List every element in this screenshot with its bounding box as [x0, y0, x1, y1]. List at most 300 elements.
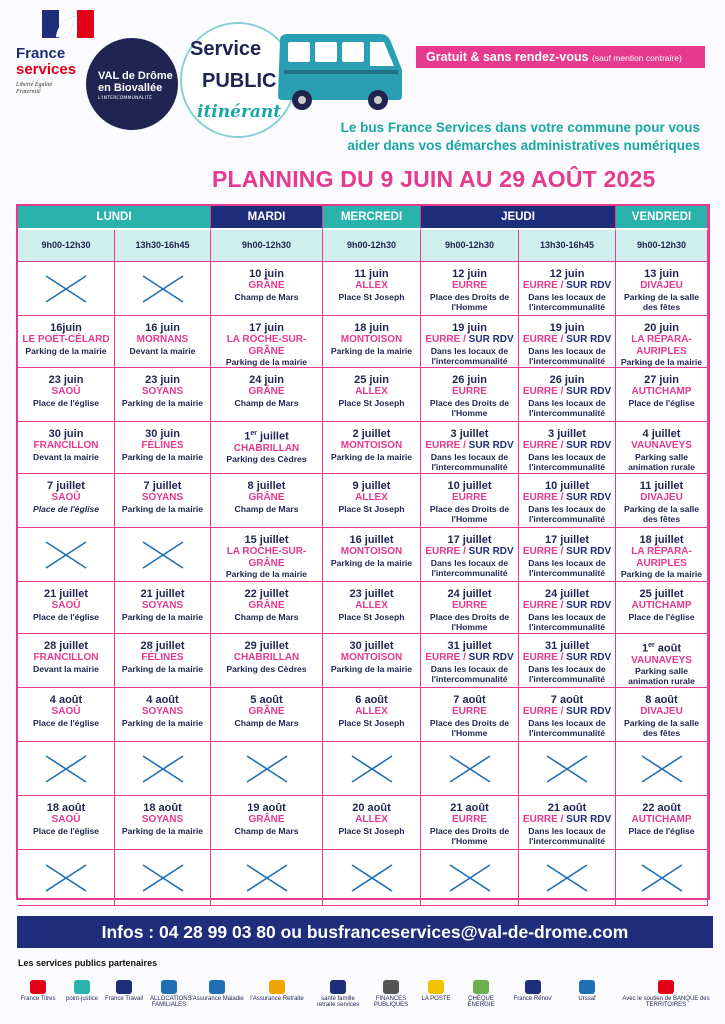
schedule-cell: [519, 528, 616, 582]
logo-line-2: services: [16, 61, 77, 78]
cell-date: 4 juillet: [642, 428, 681, 440]
cell-place: Devant la mairie: [33, 451, 99, 462]
cell-town: FRANCILLON: [33, 440, 99, 451]
appointment-note: SUR RDV: [566, 440, 612, 451]
cell-place: Parking salle animation rurale: [628, 666, 695, 687]
cell-date: 20 juin: [644, 322, 679, 334]
cell-date: 30 juin: [145, 428, 180, 440]
no-service-cell: [421, 742, 519, 796]
cell-place: Parking de la mairie: [121, 611, 204, 622]
cell-place: Parking de la mairie: [620, 569, 703, 579]
service-title-3: itinérant: [197, 102, 282, 122]
cross-icon: [640, 754, 684, 784]
cross-icon: [141, 863, 185, 893]
appointment-note: SUR RDV: [566, 600, 612, 611]
val-line-1: VAL de Drôme: [98, 70, 173, 82]
schedule-cell: [115, 474, 211, 528]
schedule-cell: [519, 582, 616, 634]
cell-town: EURRE / SUR RDV: [522, 334, 612, 345]
cell-date: 2 juillet: [352, 428, 391, 440]
schedule-cell: [115, 582, 211, 634]
cell-date: 17 juillet: [447, 534, 492, 546]
schedule-cell: [115, 368, 211, 422]
cell-date: 10 juillet: [544, 480, 590, 492]
partner-name: Avec le soutien de BANQUE des TERRITOIRES: [622, 996, 710, 1008]
cell-town: EURRE / SUR RDV: [522, 546, 612, 557]
no-service-cell: [421, 850, 519, 906]
cross-icon: [545, 863, 589, 893]
schedule-cell: [421, 422, 519, 474]
date-suffix: er: [648, 642, 655, 649]
schedule-cell: [616, 316, 708, 368]
schedule-cell: [616, 422, 708, 474]
cell-town: GRÂNE: [248, 706, 285, 717]
day-header-mardi: MARDI: [211, 206, 323, 230]
cell-date: 21 août: [450, 802, 489, 814]
cell-date: 1er août: [641, 642, 682, 655]
marianne-flag-icon: [42, 10, 94, 38]
cell-place: Dans les locaux de l'intercommunalité: [528, 291, 606, 312]
cell-date: 8 août: [645, 694, 678, 706]
partner-logo: [456, 980, 506, 1014]
cross-icon: [448, 863, 492, 893]
partner-logo-icon: [473, 980, 489, 994]
time-slot: 9h00-12h30: [616, 230, 708, 262]
planning-table: [16, 204, 710, 900]
no-service-cell: [211, 850, 323, 906]
partner-name: LA POSTE: [421, 996, 451, 1002]
schedule-cell: [519, 368, 616, 422]
cell-town: LA ROCHE-SUR-GRÂNE: [226, 334, 307, 357]
partner-logo: [366, 980, 416, 1014]
schedule-cell: [323, 796, 421, 850]
partner-logo: [246, 980, 308, 1014]
cell-place: Place St Joseph: [338, 397, 405, 408]
schedule-cell: [519, 262, 616, 316]
time-slot: 9h00-12h30: [323, 230, 421, 262]
cell-place: Parking salle animation rurale: [628, 451, 695, 472]
time-slot: 13h30-16h45: [519, 230, 616, 262]
partner-logo: [12, 980, 64, 1014]
no-service-cell: [115, 742, 211, 796]
cell-date: 6 août: [355, 694, 388, 706]
no-service-cell: [211, 742, 323, 796]
cell-date: 26 juin: [549, 374, 585, 386]
cell-place: Dans les locaux de l'intercommunalité: [430, 345, 509, 366]
schedule-cell: [519, 316, 616, 368]
cell-date: 21 juillet: [140, 588, 185, 600]
cell-place: Champ de Mars: [234, 611, 299, 622]
logo-motto: Liberté Égalité Fraternité: [16, 82, 53, 95]
cell-town: EURRE / SUR RDV: [522, 600, 612, 611]
schedule-cell: [18, 688, 115, 742]
cell-town: EURRE: [451, 280, 487, 291]
cell-place: Devant la mairie: [129, 345, 196, 356]
cell-place: Place de l'église: [32, 611, 100, 622]
cell-town: EURRE: [451, 706, 487, 717]
cross-icon: [141, 274, 185, 304]
cross-icon: [245, 863, 289, 893]
cell-town: SOYANS: [141, 814, 184, 825]
cross-icon: [545, 754, 589, 784]
partner-logo: [150, 980, 192, 1014]
cell-place: Place St Joseph: [338, 611, 405, 622]
cell-date: 31 juillet: [447, 640, 492, 652]
cell-place: Dans les locaux de l'intercommunalité: [528, 557, 606, 578]
cell-town: EURRE / SUR RDV: [425, 546, 514, 557]
day-header-vendredi: VENDREDI: [616, 206, 708, 230]
no-service-cell: [18, 850, 115, 906]
cell-date: 28 juillet: [140, 640, 185, 652]
no-service-cell: [18, 528, 115, 582]
cell-town: MONTOISON: [340, 334, 403, 345]
time-slot: 9h00-12h30: [18, 230, 115, 262]
page-title: PLANNING DU 9 JUIN AU 29 AOÛT 2025: [212, 166, 656, 192]
cell-town: SAOÛ: [51, 492, 81, 503]
cell-place: Parking de la mairie: [330, 345, 413, 356]
schedule-cell: [323, 582, 421, 634]
subtitle-line-2: aider dans vos démarches administratives numériques: [347, 138, 700, 153]
cell-town: GRÂNE: [248, 386, 285, 397]
schedule-cell: [211, 262, 323, 316]
schedule-cell: [211, 688, 323, 742]
schedule-cell: [519, 688, 616, 742]
cell-town: EURRE / SUR RDV: [425, 652, 514, 663]
cell-date: 17 juin: [249, 322, 284, 334]
cell-date: 19 août: [247, 802, 286, 814]
subtitle: [290, 119, 700, 155]
cell-town: ALLEX: [355, 492, 388, 503]
cross-icon: [44, 754, 88, 784]
cell-town: EURRE / SUR RDV: [522, 440, 612, 451]
cell-place: Parking de la mairie: [121, 825, 204, 836]
cell-place: Place St Joseph: [338, 825, 405, 836]
appointment-note: SUR RDV: [566, 280, 612, 291]
cell-date: 24 juillet: [544, 588, 590, 600]
cell-date: 3 juillet: [450, 428, 489, 440]
cell-date: 30 juin: [48, 428, 84, 440]
partner-logo-icon: [161, 980, 177, 994]
cell-town: SOYANS: [141, 600, 184, 611]
cell-place: Devant la mairie: [33, 663, 99, 674]
cell-place: Place des Droits de l'Homme: [429, 291, 510, 312]
partner-name: santé famille retraite services: [316, 996, 360, 1008]
appointment-note: SUR RDV: [566, 546, 612, 557]
cell-town: EURRE / SUR RDV: [522, 386, 612, 397]
partner-name: CHÈQUE ÉNERGIE: [467, 996, 495, 1008]
cell-place: Champ de Mars: [234, 825, 299, 836]
schedule-cell: [323, 368, 421, 422]
cell-date: 8 juillet: [247, 480, 286, 492]
cell-date: 18 juin: [354, 322, 389, 334]
cell-date: 24 juin: [249, 374, 284, 386]
cell-place: Place des Droits de l'Homme: [429, 717, 510, 738]
service-title-1: Service: [190, 38, 262, 60]
cell-place: Place de l'église: [32, 825, 100, 836]
schedule-cell: [211, 422, 323, 474]
partner-logo-icon: [658, 980, 674, 994]
cell-town: SAOÛ: [51, 706, 81, 717]
schedule-cell: [18, 474, 115, 528]
cell-date: 19 juin: [549, 322, 585, 334]
appointment-note: SUR RDV: [566, 386, 612, 397]
schedule-cell: [115, 316, 211, 368]
cell-town: EURRE / SUR RDV: [522, 280, 612, 291]
subtitle-line-1: Le bus France Services dans votre commune pour vous: [340, 120, 700, 135]
appointment-note: SUR RDV: [566, 492, 612, 503]
partner-name: FINANCES PUBLIQUES: [373, 996, 409, 1008]
cell-place: Place St Joseph: [338, 291, 405, 302]
no-service-cell: [616, 742, 708, 796]
schedule-cell: [421, 528, 519, 582]
partner-logo: [100, 980, 148, 1014]
cell-place: Parking des Cèdres: [226, 454, 307, 465]
cell-town: GRÂNE: [248, 280, 285, 291]
cell-town: LA ROCHE-SUR-GRÂNE: [226, 546, 307, 569]
schedule-cell: [323, 422, 421, 474]
partner-name: France Rénov': [513, 996, 553, 1002]
cell-place: Dans les locaux de l'intercommunalité: [528, 345, 606, 366]
cell-place: Place St Joseph: [338, 717, 405, 728]
day-header-lundi: LUNDI: [18, 206, 211, 230]
cell-date: 26 juin: [452, 374, 487, 386]
no-service-cell: [323, 850, 421, 906]
partner-logo: [312, 980, 364, 1014]
cell-place: Parking de la mairie: [121, 503, 204, 514]
schedule-cell: [421, 634, 519, 688]
cell-place: Parking de la mairie: [225, 569, 308, 579]
cell-town: DIVAJEU: [640, 706, 683, 717]
schedule-cell: [616, 368, 708, 422]
appointment-note: SUR RDV: [566, 652, 612, 663]
cell-town: EURRE: [451, 492, 487, 503]
partner-name: France Titres: [20, 996, 56, 1002]
schedule-cell: [211, 316, 323, 368]
no-service-cell: [323, 742, 421, 796]
appointment-note: SUR RDV: [566, 814, 612, 825]
time-slot: 13h30-16h45: [115, 230, 211, 262]
appointment-note: SUR RDV: [468, 652, 514, 663]
schedule-cell: [323, 474, 421, 528]
partner-name: l'Assurance Retraite: [250, 996, 304, 1002]
cell-place: Place de l'église: [32, 717, 100, 728]
cell-date: 23 juin: [48, 374, 84, 386]
cell-town: ALLEX: [355, 280, 388, 291]
cross-icon: [640, 863, 684, 893]
cell-town: SOYANS: [141, 386, 184, 397]
cell-town: ALLEX: [355, 814, 388, 825]
cell-town: EURRE: [451, 600, 487, 611]
cell-place: Place de l'église: [628, 611, 695, 622]
partner-logo: [508, 980, 558, 1014]
france-services-logo: [12, 10, 90, 95]
no-service-cell: [115, 850, 211, 906]
cell-town: GRÂNE: [248, 600, 285, 611]
cell-date: 13 juin: [644, 268, 679, 280]
cell-place: Place de l'église: [628, 397, 695, 408]
schedule-cell: [616, 634, 708, 688]
partner-name: l'Assurance Maladie: [190, 996, 244, 1002]
partner-logo: [66, 980, 98, 1014]
badge-main: Gratuit & sans rendez-vous: [426, 50, 589, 64]
cell-place: Dans les locaux de l'intercommunalité: [528, 451, 606, 472]
schedule-cell: [421, 796, 519, 850]
cell-date: 20 août: [352, 802, 391, 814]
cell-town: EURRE: [451, 814, 487, 825]
cell-date: 30 juillet: [349, 640, 394, 652]
schedule-cell: [421, 316, 519, 368]
partner-logo-icon: [116, 980, 132, 994]
schedule-cell: [616, 474, 708, 528]
schedule-cell: [421, 688, 519, 742]
cross-icon: [350, 754, 394, 784]
cell-date: 1er juillet: [244, 430, 289, 443]
cell-town: CHABRILLAN: [233, 652, 300, 663]
cell-date: 4 août: [49, 694, 83, 706]
cell-date: 23 juin: [145, 374, 180, 386]
cell-place: Parking des Cèdres: [226, 663, 307, 674]
day-header-mercredi: MERCREDI: [323, 206, 421, 230]
schedule-cell: [616, 528, 708, 582]
cell-place: Dans les locaux de l'intercommunalité: [528, 717, 606, 738]
cell-date: 31 juillet: [544, 640, 590, 652]
cross-icon: [350, 863, 394, 893]
cell-town: EURRE / SUR RDV: [425, 334, 514, 345]
schedule-cell: [18, 634, 115, 688]
schedule-cell: [115, 634, 211, 688]
cell-place: Place des Droits de l'Homme: [429, 397, 510, 418]
cell-town: FÉLINES: [141, 440, 184, 451]
cell-town: EURRE / SUR RDV: [522, 652, 612, 663]
partners-title: Les services publics partenaires: [18, 958, 158, 968]
cell-place: Place de l'église: [32, 397, 100, 408]
partner-logo: [560, 980, 614, 1014]
cell-town: MONTOISON: [340, 652, 403, 663]
cell-date: 19 juin: [452, 322, 487, 334]
schedule-cell: [616, 688, 708, 742]
schedule-cell: [211, 796, 323, 850]
schedule-cell: [211, 528, 323, 582]
cell-place: Champ de Mars: [234, 503, 299, 514]
cell-date: 15 juillet: [244, 534, 289, 546]
cell-town: LA RÉPARA-AURIPLES: [631, 546, 692, 569]
cell-town: ALLEX: [355, 386, 388, 397]
cell-place: Parking de la mairie: [121, 397, 204, 408]
appointment-note: SUR RDV: [566, 334, 612, 345]
cell-place: Place des Droits de l'Homme: [429, 611, 510, 632]
cell-place: Dans les locaux de l'intercommunalité: [528, 611, 606, 632]
cell-date: 17 juillet: [544, 534, 590, 546]
partner-logo-icon: [330, 980, 346, 994]
cell-place: Parking de la mairie: [121, 451, 204, 462]
free-badge: [416, 46, 705, 68]
cell-town: SAOÛ: [51, 600, 81, 611]
logo-line-1: France: [16, 45, 66, 62]
partner-logo-icon: [209, 980, 225, 994]
cell-town: FÉLINES: [141, 652, 184, 663]
cell-place: Parking de la salle des fêtes: [624, 503, 699, 524]
time-slot: 9h00-12h30: [421, 230, 519, 262]
partner-logo-icon: [383, 980, 399, 994]
schedule-cell: [421, 368, 519, 422]
partner-logo: [418, 980, 454, 1014]
partner-logo-icon: [74, 980, 90, 994]
schedule-cell: [18, 582, 115, 634]
cell-place: Parking de la mairie: [620, 357, 703, 367]
schedule-cell: [421, 474, 519, 528]
cell-place: Parking de la salle des fêtes: [624, 717, 699, 738]
cell-date: 7 août: [550, 694, 584, 706]
cell-place: Place de l'église: [628, 825, 695, 836]
cell-place: Dans les locaux de l'intercommunalité: [528, 663, 606, 684]
no-service-cell: [616, 850, 708, 906]
cell-date: 3 juillet: [548, 428, 586, 440]
cell-date: 12 juin: [452, 268, 487, 280]
appointment-note: SUR RDV: [468, 334, 514, 345]
cell-town: SAOÛ: [51, 814, 81, 825]
cell-date: 18 juillet: [639, 534, 684, 546]
cell-date: 29 juillet: [244, 640, 289, 652]
cell-place: Parking de la mairie: [330, 557, 413, 568]
cell-place: Parking de la mairie: [330, 451, 413, 462]
cell-town: VAUNAVEYS: [631, 440, 692, 451]
cell-town: LE POËT-CÉLARD: [22, 334, 110, 345]
schedule-cell: [421, 262, 519, 316]
cell-town: CHABRILLAN: [233, 442, 300, 454]
partner-name: France Travail: [104, 996, 143, 1002]
no-service-cell: [18, 742, 115, 796]
cell-town: SAOÛ: [51, 386, 81, 397]
schedule-cell: [211, 634, 323, 688]
cell-town: EURRE / SUR RDV: [522, 706, 612, 717]
cell-place: Place St Joseph: [338, 503, 405, 514]
contact-banner: Infos : 04 28 99 03 80 ou busfranceservices@val-de-drome.com: [17, 916, 713, 948]
no-service-cell: [519, 850, 616, 906]
cell-place: Place de l'église: [32, 503, 100, 514]
cell-town: FRANCILLON: [33, 652, 99, 663]
cell-place: Dans les locaux de l'intercommunalité: [430, 451, 509, 472]
cell-date: 12 juin: [549, 268, 585, 280]
cell-place: Parking de la mairie: [25, 345, 107, 356]
cell-town: DIVAJEU: [640, 280, 683, 291]
schedule-cell: [519, 422, 616, 474]
cross-icon: [448, 754, 492, 784]
cross-icon: [141, 754, 185, 784]
cell-date: 22 juillet: [244, 588, 289, 600]
cell-date: 23 juillet: [349, 588, 394, 600]
cell-town: ALLEX: [355, 600, 388, 611]
cell-place: Champ de Mars: [234, 397, 299, 408]
schedule-cell: [115, 422, 211, 474]
cell-date: 11 juin: [354, 268, 389, 280]
cell-town: GRÂNE: [248, 814, 285, 825]
no-service-cell: [115, 528, 211, 582]
val-de-drome-logo: [86, 38, 178, 130]
schedule-cell: [323, 634, 421, 688]
time-slot: 9h00-12h30: [211, 230, 323, 262]
schedule-cell: [18, 368, 115, 422]
partner-name: point-justice: [66, 996, 99, 1002]
cell-date: 10 juin: [249, 268, 284, 280]
appointment-note: SUR RDV: [566, 706, 612, 717]
schedule-cell: [115, 688, 211, 742]
schedule-cell: [211, 368, 323, 422]
cell-place: Place des Droits de l'Homme: [429, 825, 510, 846]
date-suffix: er: [250, 430, 257, 437]
schedule-cell: [18, 796, 115, 850]
cell-town: ALLEX: [355, 706, 388, 717]
schedule-cell: [323, 688, 421, 742]
